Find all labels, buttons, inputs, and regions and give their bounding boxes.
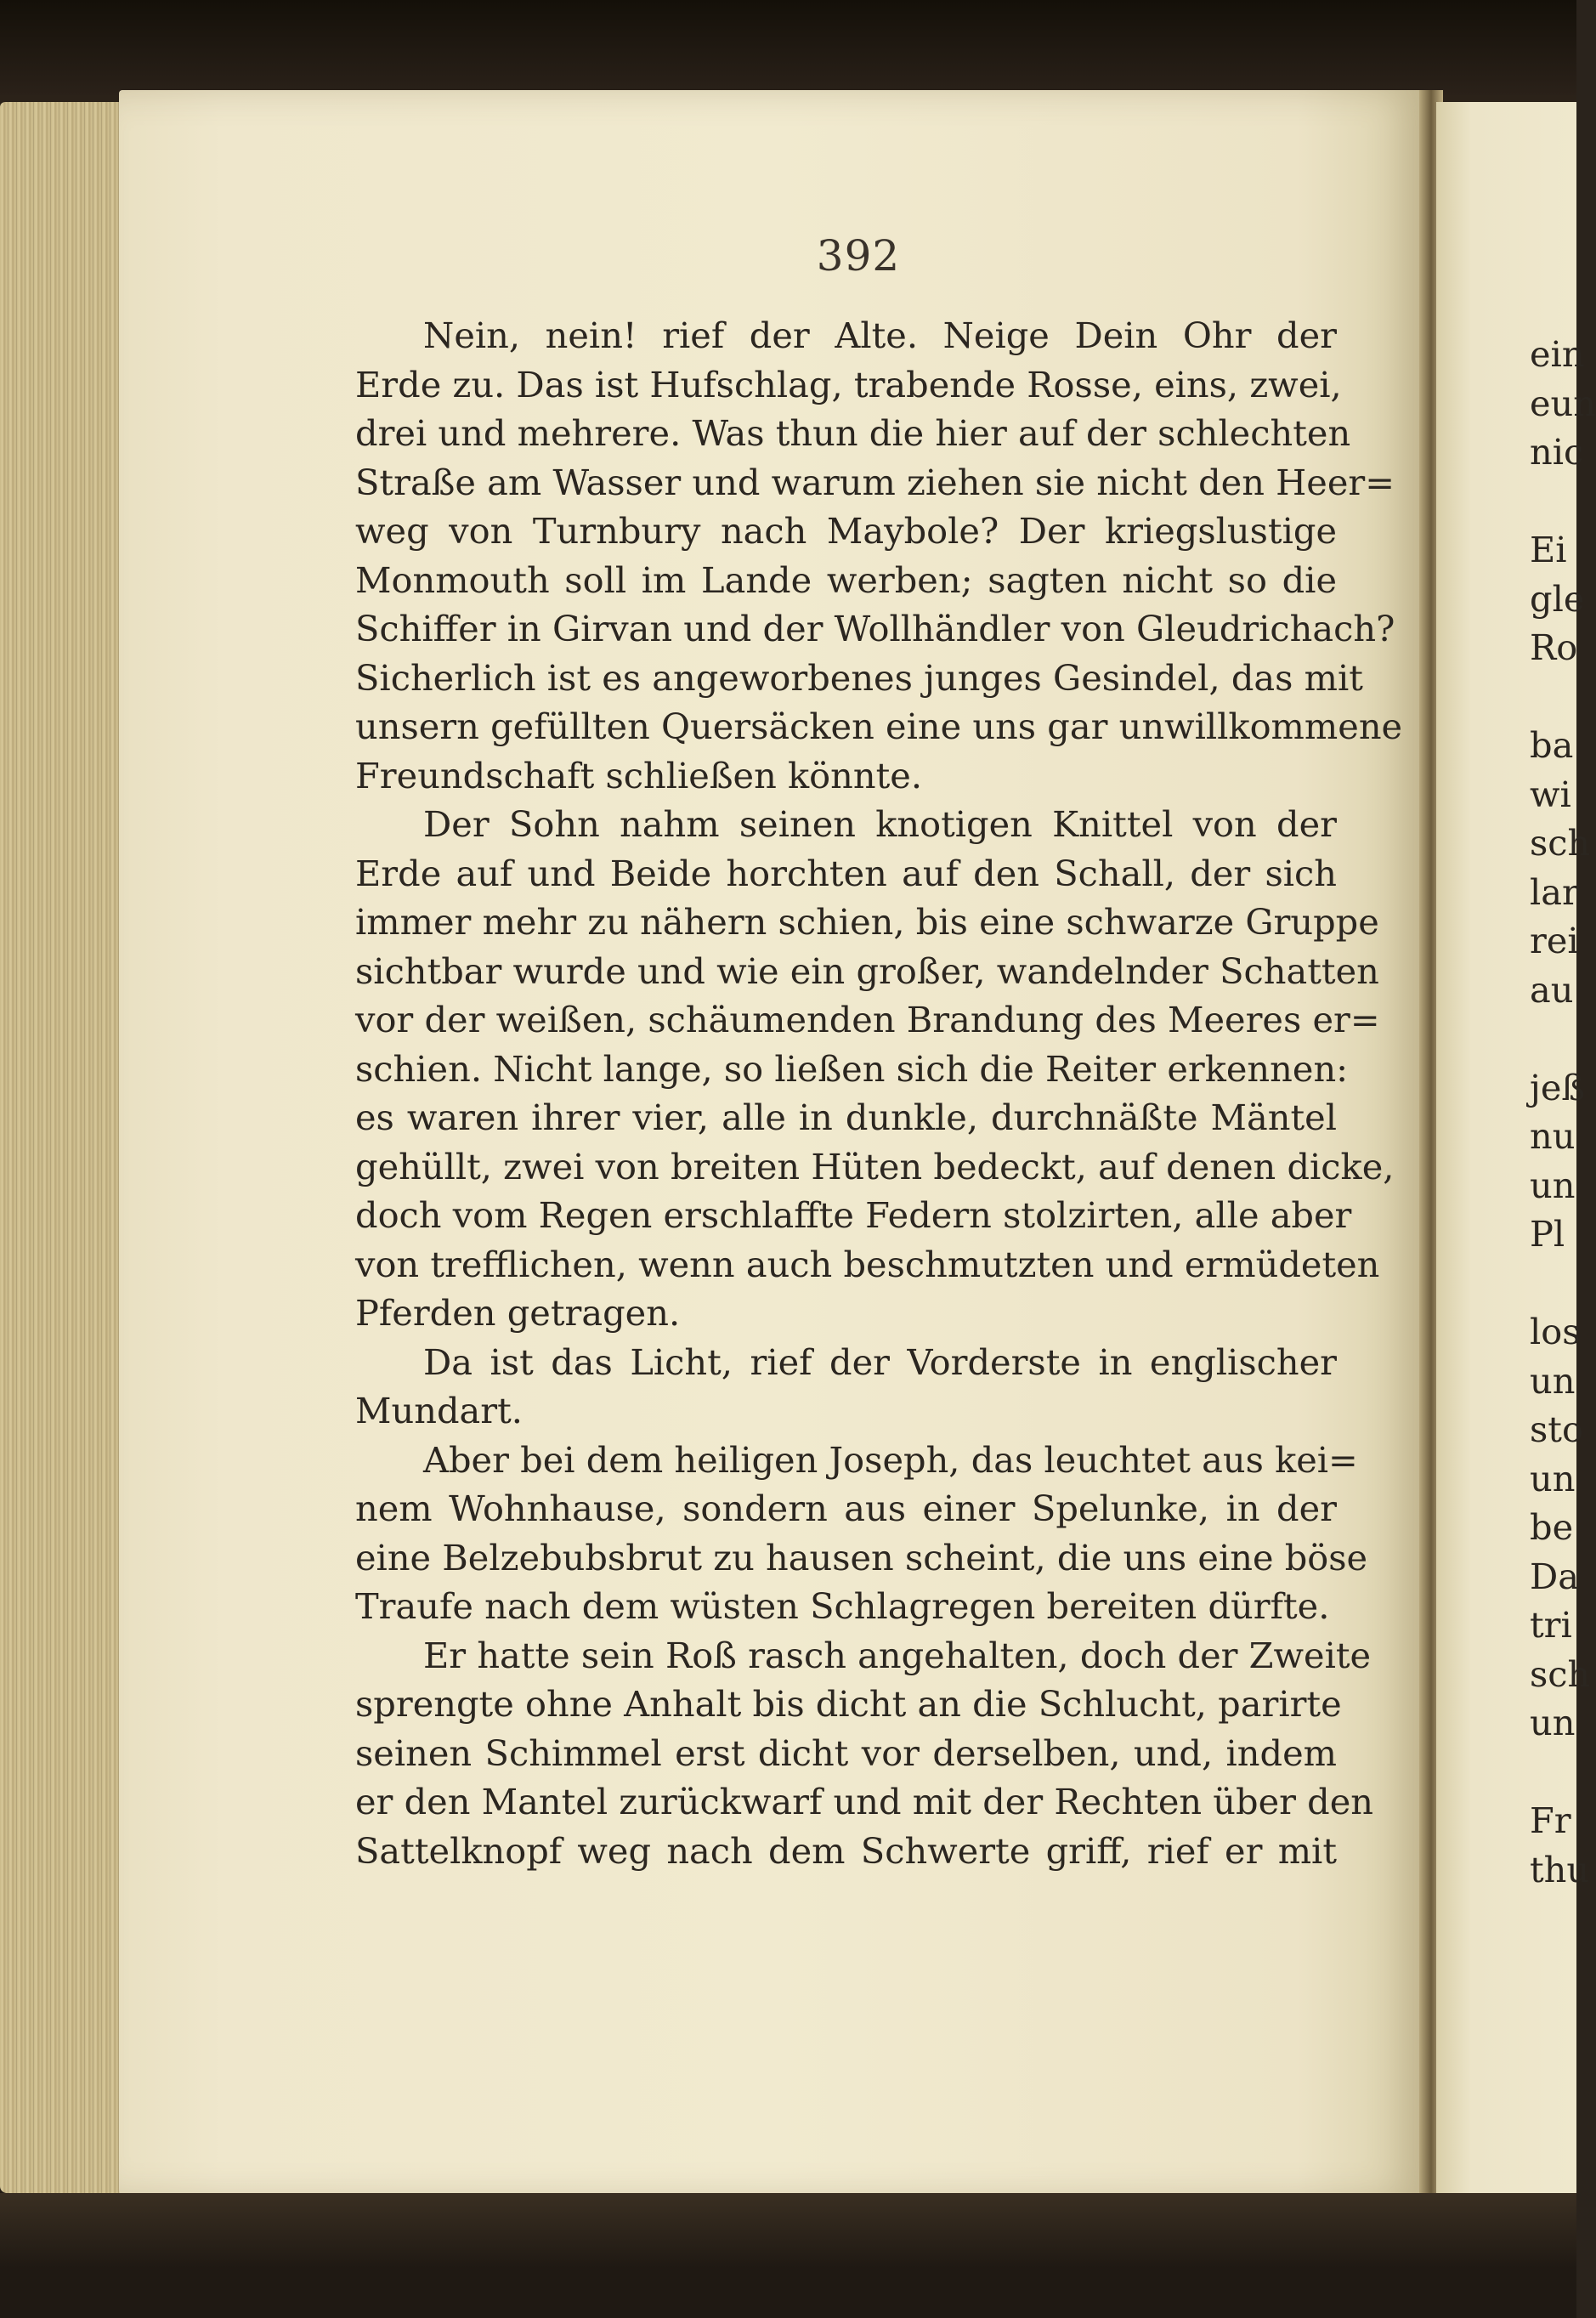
text-line: Nein, nein! rief der Alte. Neige Dein Ohr der [423,315,1337,356]
fragment-line: be [1530,1506,1574,1548]
text-line: Der Sohn nahm seinen knotigen Knittel von der [423,803,1337,845]
text-line: Erde auf und Beide horchten auf den Schall, der sich [355,852,1337,894]
top-background [0,0,1576,95]
fragment-line: Ei [1530,529,1567,570]
fragment-line: Pl [1530,1213,1565,1255]
fragment-line: sch [1530,1652,1591,1695]
body-text [355,311,1403,1875]
fragment-line: gle [1530,577,1585,620]
fragment-line: Fr [1530,1799,1571,1841]
text-line: Monmouth soll im Lande werben; sagten nicht so die [355,558,1337,601]
fragment-line: au [1530,968,1574,1011]
fragment-gap [1530,1748,1581,1797]
text-line: unsern gefüllten Quersäcken eine uns gar unwillkommene [355,706,1403,747]
right-page-text-fragments [1530,330,1596,1894]
text-line: Schiffer in Girvan und der Wollhändler von Gleudrichach? [355,608,1395,649]
text-line: von trefflichen, wenn auch beschmutzten und ermüdeten [355,1243,1380,1285]
text-line: gehüllt, zwei von breiten Hüten bedeckt, auf denen dicke, [355,1145,1395,1187]
text-line: sprengte ohne Anhalt bis dicht an die Schlucht, parirte [355,1683,1342,1725]
fragment-line: eun [1530,382,1596,424]
text-line: weg von Turnbury nach Maybole? Der kriegslustige [355,510,1337,552]
fragment-line: un [1530,1702,1576,1743]
fragment-line: un [1530,1164,1576,1206]
fragment-line: tri [1530,1604,1572,1646]
text-line: drei und mehrere. Was thun die hier auf der schlechten [355,412,1351,454]
text-line: sichtbar wurde und wie ein großer, wandelnder Schatten [355,949,1379,992]
fragment-line: jeß [1530,1066,1586,1108]
text-line: Sicherlich ist es angeworbenes junges Gesindel, das mit [355,656,1363,699]
text-line: Sattelknopf weg nach dem Schwerte griff, rief er mit [355,1829,1337,1872]
text-line: Freundschaft schließen könnte. [355,754,923,796]
fragment-line: wi [1530,773,1571,815]
text-line: Da ist das Licht, rief der Vorderste in englischer [423,1340,1337,1383]
fragment-line: los [1530,1311,1581,1352]
text-line: immer mehr zu nähern schien, bis eine schwarze Gruppe [355,901,1379,943]
page-number: 392 [816,231,901,281]
fragment-line: rei [1530,920,1579,961]
fragment-line: sto [1530,1408,1583,1450]
text-line: es waren ihrer vier, alle in dunkle, durchnäßte Mäntel [355,1097,1337,1138]
fragment-gap [1530,477,1581,526]
bottom-background [0,2193,1576,2318]
text-line: seinen Schimmel erst dicht vor derselben, und, indem [355,1731,1337,1774]
fragment-line: nic [1530,431,1584,473]
fragment-gap [1530,1014,1581,1063]
page-block-edges [0,102,127,2193]
text-line: Straße am Wasser und warum ziehen sie nicht den Heer= [355,461,1395,503]
text-line: schien. Nicht lange, so ließen sich die Reiter erkennen: [355,1047,1349,1090]
fragment-gap [1530,1259,1581,1308]
fragment-line: ba [1530,724,1574,766]
fragment-line: un [1530,1359,1576,1402]
text-line: Er hatte sein Roß rasch angehalten, doch der Zweite [423,1634,1372,1676]
fragment-line: Ro [1530,626,1578,668]
text-line: doch vom Regen erschlaffte Federn stolzirten, alle aber [355,1194,1352,1236]
fragment-line: lar [1530,870,1579,913]
fragment-line: Da [1530,1555,1580,1597]
fragment-line: sch [1530,822,1591,864]
text-line: Traufe nach dem wüsten Schlagregen bereiten dürfte. [355,1585,1330,1627]
fragment-line: ein [1530,333,1585,375]
fragment-line: un [1530,1457,1576,1499]
text-line: Aber bei dem heiligen Joseph, das leuchtet aus kei= [423,1438,1358,1481]
text-line: eine Belzebubsbrut zu hausen scheint, die uns eine böse [355,1536,1368,1578]
text-line: Erde zu. Das ist Hufschlag, trabende Rosse, eins, zwei, [355,363,1342,405]
text-line: er den Mantel zurückwarf und mit der Rechten über den [355,1781,1374,1822]
fragment-gap [1530,672,1581,722]
text-line: nem Wohnhause, sondern aus einer Spelunke, in der [355,1488,1337,1529]
fragment-line: thu [1530,1848,1590,1890]
text-line: vor der weißen, schäumenden Brandung des Meeres er= [355,999,1380,1040]
fragment-line: nu [1530,1115,1576,1157]
text-line: Mundart. [355,1390,523,1431]
text-line: Pferden getragen. [355,1292,681,1334]
